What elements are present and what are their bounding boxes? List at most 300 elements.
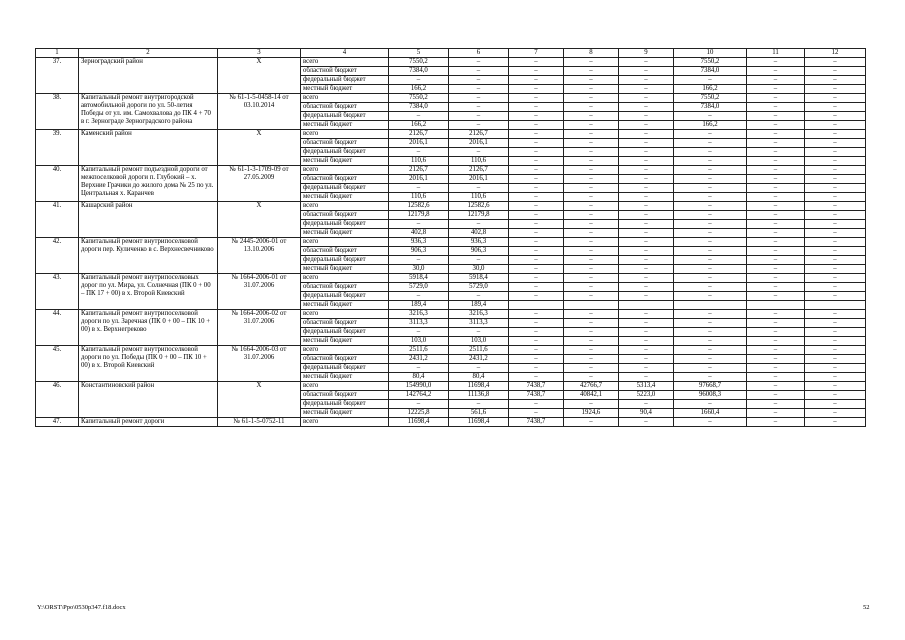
object-name: Капитальный ремонт внутрипоселковой дороги по ул. Победы (ПК 0 + 00 – ПК 10 + 00) в х. Второй Киевский [79,346,218,382]
amount-cell: – [564,211,619,220]
budget-source: всего [301,130,389,139]
header-cell: 3 [218,49,301,58]
amount-cell: – [747,382,805,391]
table-row [36,382,866,391]
document-number: Х [218,130,301,166]
budget-source: федеральный бюджет [301,256,389,265]
amount-cell: – [619,220,674,229]
budget-source: всего [301,238,389,247]
amount-cell: – [747,247,805,256]
amount-cell: – [674,184,747,193]
budget-source: местный бюджет [301,229,389,238]
header-cell: 11 [747,49,805,58]
amount-cell: – [389,328,449,337]
amount-cell: – [805,256,866,265]
amount-cell: – [564,112,619,121]
amount-cell [674,301,747,310]
table-row [36,346,866,355]
amount-cell: – [619,310,674,319]
amount-cell: – [509,265,564,274]
amount-cell: 166,2 [389,85,449,94]
amount-cell: – [509,184,564,193]
budget-source: всего [301,346,389,355]
amount-cell: 2126,7 [389,166,449,175]
amount-cell: – [449,364,509,373]
budget-source: всего [301,310,389,319]
amount-cell: – [674,337,747,346]
amount-cell: – [619,175,674,184]
amount-cell: – [564,319,619,328]
amount-cell: – [509,202,564,211]
amount-cell: – [747,157,805,166]
amount-cell: 2511,6 [449,346,509,355]
amount-cell: 7438,7 [509,418,564,427]
budget-source: федеральный бюджет [301,328,389,337]
table-body [36,58,866,427]
amount-cell: – [564,139,619,148]
amount-cell: – [747,409,805,418]
amount-cell: – [389,256,449,265]
budget-source: всего [301,418,389,427]
amount-cell: – [509,175,564,184]
amount-cell: – [564,418,619,427]
amount-cell: – [805,373,866,382]
budget-source: федеральный бюджет [301,148,389,157]
amount-cell: – [449,148,509,157]
amount-cell: – [564,373,619,382]
document-number: Х [218,202,301,238]
amount-cell: – [747,103,805,112]
table-row [36,418,866,427]
amount-cell: – [509,247,564,256]
amount-cell: – [674,292,747,301]
amount-cell: – [747,166,805,175]
amount-cell: – [805,319,866,328]
amount-cell: – [747,364,805,373]
amount-cell: – [389,148,449,157]
amount-cell: 7550,2 [389,94,449,103]
amount-cell: – [674,112,747,121]
amount-cell: – [619,355,674,364]
amount-cell: 3113,3 [449,319,509,328]
amount-cell: – [805,157,866,166]
budget-source: федеральный бюджет [301,112,389,121]
amount-cell: 40842,1 [564,391,619,400]
amount-cell: – [805,148,866,157]
amount-cell: – [509,238,564,247]
table-row [36,274,866,283]
amount-cell: – [674,193,747,202]
amount-cell: – [509,409,564,418]
amount-cell: – [805,283,866,292]
header-cell: 5 [389,49,449,58]
amount-cell: 3216,3 [449,310,509,319]
amount-cell: – [747,265,805,274]
amount-cell: – [805,121,866,130]
amount-cell: – [509,310,564,319]
amount-cell: – [509,94,564,103]
amount-cell: 12179,8 [449,211,509,220]
budget-source: федеральный бюджет [301,76,389,85]
row-number: 46. [36,382,79,418]
amount-cell: – [564,220,619,229]
amount-cell: – [564,229,619,238]
amount-cell: – [805,175,866,184]
amount-cell: 402,8 [389,229,449,238]
row-number: 43. [36,274,79,310]
amount-cell: – [619,319,674,328]
amount-cell: 12582,6 [449,202,509,211]
amount-cell: – [747,337,805,346]
amount-cell: 402,8 [449,229,509,238]
amount-cell: – [805,337,866,346]
amount-cell: – [619,184,674,193]
header-cell: 9 [619,49,674,58]
amount-cell: – [805,85,866,94]
amount-cell: – [449,94,509,103]
amount-cell: – [509,373,564,382]
amount-cell: – [805,76,866,85]
amount-cell: – [747,67,805,76]
amount-cell: – [564,247,619,256]
amount-cell: – [747,148,805,157]
object-name: Капитальный ремонт внутрипоселковой дороги пер. Куличенко в с. Верхнесвечниково [79,238,218,274]
amount-cell: 2511,6 [389,346,449,355]
amount-cell: – [564,265,619,274]
budget-source: всего [301,58,389,67]
document-number: № 1664-2006-03 от 31.07.2006 [218,346,301,382]
amount-cell: – [509,58,564,67]
row-number: 37. [36,58,79,94]
amount-cell: 7384,0 [674,67,747,76]
amount-cell: – [674,283,747,292]
amount-cell: – [619,103,674,112]
row-number: 47. [36,418,79,427]
amount-cell: 1660,4 [674,409,747,418]
amount-cell: – [619,193,674,202]
header-cell: 6 [449,49,509,58]
amount-cell: 103,0 [449,337,509,346]
amount-cell: – [674,247,747,256]
object-name: Кашарский район [79,202,218,238]
header-cell: 10 [674,49,747,58]
amount-cell: – [619,292,674,301]
amount-cell: 110,6 [389,193,449,202]
document-number: № 2445-2006-01 от 13.10.2006 [218,238,301,274]
budget-source: местный бюджет [301,121,389,130]
amount-cell: – [805,418,866,427]
amount-cell: – [805,211,866,220]
amount-cell: – [805,238,866,247]
amount-cell: – [449,112,509,121]
amount-cell: 7550,2 [674,94,747,103]
amount-cell: – [619,283,674,292]
amount-cell: – [564,184,619,193]
amount-cell: – [674,238,747,247]
amount-cell: – [619,139,674,148]
amount-cell: 12179,8 [389,211,449,220]
amount-cell: 80,4 [449,373,509,382]
amount-cell: – [389,400,449,409]
amount-cell: – [509,274,564,283]
amount-cell: – [805,220,866,229]
amount-cell: – [747,283,805,292]
header-row [36,49,866,58]
amount-cell: 2126,7 [449,130,509,139]
document-number: № 61-1-3-1709-09 от 27.05.2009 [218,166,301,202]
amount-cell: – [389,364,449,373]
amount-cell: – [449,328,509,337]
table-row [36,202,866,211]
amount-cell: 110,6 [449,157,509,166]
amount-cell: – [674,76,747,85]
amount-cell: – [564,85,619,94]
amount-cell: 11698,4 [449,418,509,427]
budget-source: федеральный бюджет [301,364,389,373]
amount-cell: – [564,202,619,211]
row-number: 41. [36,202,79,238]
amount-cell: 80,4 [389,373,449,382]
amount-cell: 2016,1 [449,175,509,184]
amount-cell: – [389,220,449,229]
amount-cell: – [389,76,449,85]
amount-cell: – [564,274,619,283]
amount-cell: – [747,346,805,355]
amount-cell: – [747,292,805,301]
amount-cell: 142764,2 [389,391,449,400]
amount-cell: – [619,58,674,67]
budget-source: областной бюджет [301,355,389,364]
amount-cell: – [564,67,619,76]
budget-source: областной бюджет [301,211,389,220]
amount-cell: – [449,85,509,94]
amount-cell: – [449,292,509,301]
amount-cell: – [805,409,866,418]
object-name: Константиновский район [79,382,218,418]
amount-cell: 189,4 [449,301,509,310]
object-name: Капитальный ремонт внутрипоселковой дороги по ул. Заречная (ПК 0 + 00 – ПК 10 + 00) в х. Верхнегреково [79,310,218,346]
budget-source: всего [301,274,389,283]
amount-cell: – [619,274,674,283]
object-name: Капитальный ремонт внутригородской автомобильной дороги по ул. 50-летия Победы от ул. им. Самохвалова до ПК 4 + 70 в г. Зернограде Зерноградского района [79,94,218,130]
amount-cell: – [564,283,619,292]
amount-cell: – [747,220,805,229]
budget-source: федеральный бюджет [301,292,389,301]
amount-cell: – [747,184,805,193]
amount-cell: – [805,391,866,400]
amount-cell: – [564,193,619,202]
amount-cell: – [805,103,866,112]
budget-source: всего [301,166,389,175]
amount-cell: 2016,1 [389,139,449,148]
amount-cell: 2016,1 [389,175,449,184]
amount-cell: – [619,67,674,76]
amount-cell: – [674,175,747,184]
document-number: № 61-1-5-0458-14 от 03.10.2014 [218,94,301,130]
amount-cell: – [509,67,564,76]
amount-cell: – [747,238,805,247]
amount-cell: – [509,157,564,166]
budget-source: всего [301,382,389,391]
amount-cell: – [449,256,509,265]
amount-cell: 1924,6 [564,409,619,418]
amount-cell: 7384,0 [674,103,747,112]
budget-source: областной бюджет [301,391,389,400]
amount-cell: – [674,211,747,220]
amount-cell: – [747,355,805,364]
amount-cell: – [805,400,866,409]
amount-cell: – [805,202,866,211]
amount-cell: – [747,319,805,328]
amount-cell: – [564,103,619,112]
amount-cell: 166,2 [389,121,449,130]
amount-cell: – [674,355,747,364]
amount-cell: – [674,274,747,283]
table-row [36,94,866,103]
amount-cell: – [449,58,509,67]
amount-cell: – [747,85,805,94]
amount-cell: 561,6 [449,409,509,418]
amount-cell: – [805,382,866,391]
amount-cell: – [619,364,674,373]
amount-cell [509,301,564,310]
amount-cell [747,301,805,310]
amount-cell: – [564,364,619,373]
amount-cell: – [509,364,564,373]
budget-source: всего [301,202,389,211]
amount-cell: 7438,7 [509,391,564,400]
amount-cell: 42766,7 [564,382,619,391]
amount-cell: – [564,130,619,139]
amount-cell: – [564,166,619,175]
amount-cell: – [564,121,619,130]
amount-cell: 11698,4 [389,418,449,427]
amount-cell: – [747,94,805,103]
amount-cell: – [619,346,674,355]
amount-cell: – [619,130,674,139]
budget-source: областной бюджет [301,283,389,292]
amount-cell: – [805,139,866,148]
amount-cell: 5918,4 [449,274,509,283]
header-cell: 7 [509,49,564,58]
amount-cell: 166,2 [674,121,747,130]
amount-cell: – [564,346,619,355]
amount-cell: 2016,1 [449,139,509,148]
amount-cell: – [747,310,805,319]
amount-cell: – [619,121,674,130]
table-row [36,310,866,319]
table-row [36,166,866,175]
amount-cell: 189,4 [389,301,449,310]
amount-cell: – [509,85,564,94]
amount-cell: 12582,6 [389,202,449,211]
amount-cell: – [805,247,866,256]
amount-cell: – [564,148,619,157]
row-number: 45. [36,346,79,382]
amount-cell: – [674,220,747,229]
budget-source: федеральный бюджет [301,184,389,193]
budget-source: областной бюджет [301,103,389,112]
amount-cell: – [509,292,564,301]
amount-cell: – [747,202,805,211]
amount-cell: 90,4 [619,409,674,418]
amount-cell: – [674,373,747,382]
amount-cell: – [619,247,674,256]
amount-cell: 7550,2 [389,58,449,67]
amount-cell: 7384,0 [389,67,449,76]
amount-cell: – [509,148,564,157]
amount-cell: – [805,292,866,301]
budget-source: федеральный бюджет [301,220,389,229]
amount-cell: 30,0 [449,265,509,274]
budget-source: местный бюджет [301,301,389,310]
amount-cell: – [747,130,805,139]
amount-cell: – [747,121,805,130]
amount-cell: – [389,184,449,193]
amount-cell: 166,2 [674,85,747,94]
amount-cell: – [619,94,674,103]
amount-cell: – [805,67,866,76]
amount-cell: – [674,310,747,319]
row-number: 40. [36,166,79,202]
amount-cell: – [389,112,449,121]
amount-cell: 906,3 [449,247,509,256]
amount-cell: 5223,0 [619,391,674,400]
amount-cell: – [564,337,619,346]
object-name: Капитальный ремонт дороги [79,418,218,427]
budget-source: областной бюджет [301,175,389,184]
amount-cell: – [747,418,805,427]
budget-source: областной бюджет [301,139,389,148]
amount-cell: – [674,256,747,265]
budget-source: федеральный бюджет [301,400,389,409]
amount-cell: – [747,391,805,400]
amount-cell: 7384,0 [389,103,449,112]
amount-cell: – [747,211,805,220]
amount-cell: 96008,3 [674,391,747,400]
amount-cell: – [509,193,564,202]
amount-cell: – [564,58,619,67]
amount-cell: – [509,211,564,220]
amount-cell: – [674,364,747,373]
document-number: Х [218,382,301,418]
amount-cell: – [805,112,866,121]
amount-cell: – [805,364,866,373]
amount-cell: – [619,373,674,382]
amount-cell: – [619,211,674,220]
amount-cell: 2126,7 [449,166,509,175]
amount-cell: – [674,328,747,337]
amount-cell: – [449,67,509,76]
amount-cell: – [509,400,564,409]
amount-cell: – [564,238,619,247]
amount-cell: – [509,256,564,265]
amount-cell: – [509,346,564,355]
amount-cell: – [509,283,564,292]
budget-source: местный бюджет [301,193,389,202]
amount-cell: – [747,328,805,337]
amount-cell: – [564,256,619,265]
amount-cell: 2431,2 [389,355,449,364]
header-cell: 12 [805,49,866,58]
amount-cell: – [674,139,747,148]
amount-cell: – [674,166,747,175]
amount-cell: – [564,157,619,166]
amount-cell: 12225,8 [389,409,449,418]
document-number: № 1664-2006-01 от 31.07.2006 [218,274,301,310]
amount-cell: – [747,274,805,283]
amount-cell: – [509,130,564,139]
